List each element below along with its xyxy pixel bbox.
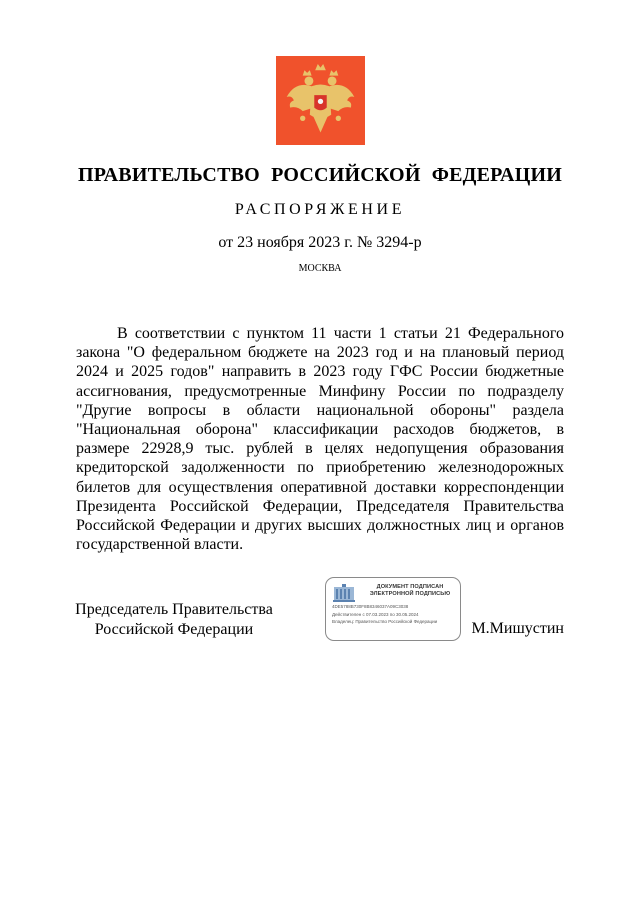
stamp-validity: Действителен с 07.03.2023 по 30.05.2024 <box>332 612 419 617</box>
electronic-signature-stamp <box>325 577 461 641</box>
stamp-heading <box>362 584 458 598</box>
government-building-icon <box>332 583 356 603</box>
stamp-heading-line1: ДОКУМЕНТ ПОДПИСАН <box>376 584 444 590</box>
signatory-title-line2: Российской Федерации <box>94 620 254 638</box>
government-title: ПРАВИТЕЛЬСТВО РОССИЙСКОЙ ФЕДЕРАЦИИ <box>78 164 562 186</box>
signatory-title <box>74 600 274 639</box>
coat-of-arms-icon <box>276 56 365 145</box>
document-city: МОСКВА <box>298 263 342 274</box>
signatory-title-line1: Председатель Правительства <box>75 601 273 618</box>
document-date-number: от 23 ноября 2023 г. № 3294-р <box>218 234 422 251</box>
stamp-heading-line2: ЭЛЕКТРОННОЙ ПОДПИСЬЮ <box>369 591 451 597</box>
document-type: РАСПОРЯЖЕНИЕ <box>234 201 406 218</box>
stamp-owner: Владелец: Правительство Российской Федерации <box>332 619 438 624</box>
stamp-certificate-number: 4DE5788B730F8B8346037A09C3038 <box>332 604 409 609</box>
signatory-name: М.Мишустин <box>471 620 564 637</box>
order-body-paragraph: В соответствии с пунктом 11 части 1 статьи 21 Федерального закона "О федеральном бюджете на 2023 год и на плановый период 2024 и 2025 годов" направить в 2023 году ГФС России бюджетные ассигнования, предусмотренные Минфину России по подразделу "Другие вопросы в области национальной обороны" раздела "Национальная оборона" классификации расходов бюджетов, в размере 22928,9 тыс. рублей в целях недопущения образования кредиторской задолженности по приобретению железнодорожных билетов для осуществления оперативной доставки корреспонденции Президента Российской Федерации, Председателя Правительства Российской Федерации и других высших должностных лиц и органов государственной власти. <box>76 325 564 554</box>
